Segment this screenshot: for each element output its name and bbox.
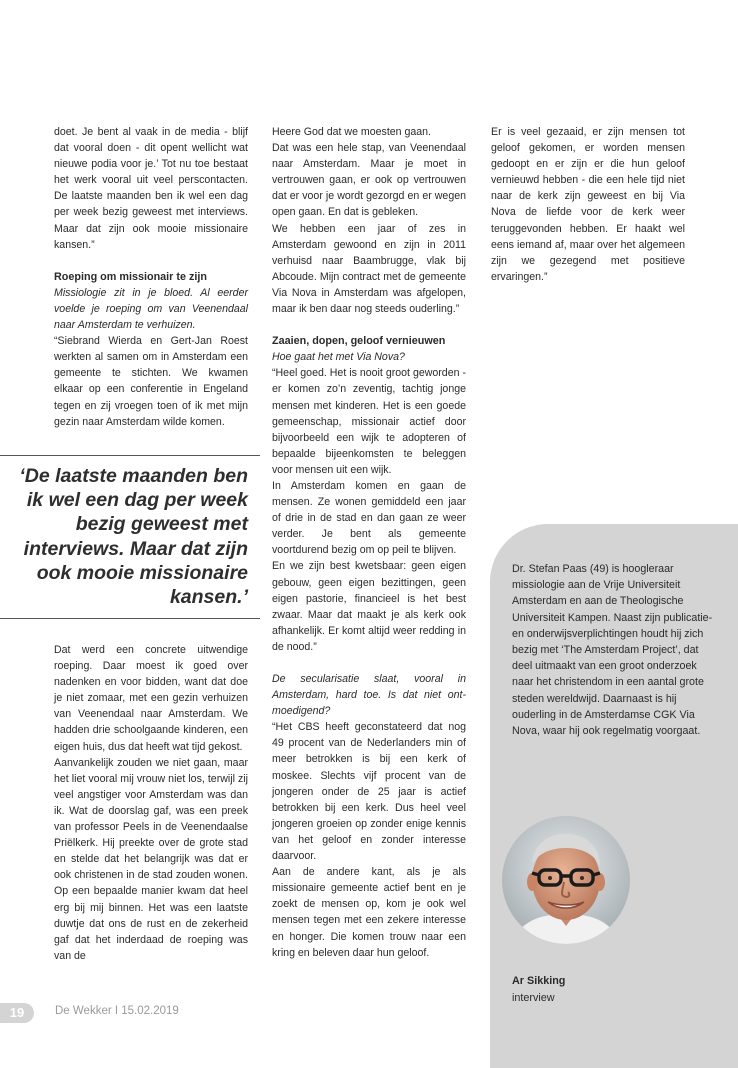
paragraph: “Siebrand Wierda en Gert-Jan Roest werkten al samen om in Amsterdam een gemeente te stichten. We kwamen elkaar op een conferentie in Engeland tegen en zij vroegen toen of ik met mijn gezin naar Amsterdam wilde komen. — [54, 335, 248, 428]
paragraph: Dat werd een concrete uitwendige roeping. Daar moest ik goed over nadenken en voor bidden, want dat doe je niet zomaar, met een gezin verhuizen van Veenendaal naar Amsterdam. We hadden drie schoolgaande kinderen, een eigen huis, dus dat heeft wat tijd gekost. — [54, 644, 248, 753]
portrait-photo — [502, 816, 630, 944]
paragraph: We hebben een jaar of zes in Amsterdam gewoond en zijn in 2011 verhuisd naar Baambrugge, vlak bij Abcoude. Mijn contract met de gemeente Via Nova in Amsterdam was afgelopen, maar ik ben daar nog steeds ouderling.” — [272, 222, 466, 316]
author-credit — [512, 973, 565, 1007]
article-column-3 — [491, 124, 685, 285]
author-name: Ar Sikking — [512, 975, 566, 987]
pullquote-bottom-rule — [0, 618, 260, 619]
section-heading: Roeping om missionair te zijn — [54, 270, 207, 283]
article-column-1-bottom — [54, 642, 248, 964]
paragraph: In Amsterdam komen en gaan de mensen. Ze wonen gemiddeld een jaar of drie in de stad en dan gaan ze weer verder. Je bent als gemeente voortdurend bezig om op peil te blijven. — [272, 479, 466, 557]
author-role: interview — [512, 992, 555, 1004]
publication-info: De Wekker I 15.02.2019 — [55, 1005, 179, 1017]
paragraph: Aanvankelijk zouden we niet gaan, maar het liet vooral mij vrouw niet los, terwijl zij veel angstiger voor Amsterdam was dan ik. Wat de doorslag gaf, was een preek van professor Peels in de Veenendaalse Priëlkerk. Hij preekte over de grote stad en stelde dat het belangrijk was dat er ook christenen in de stad zouden wonen. Op een bepaalde manier kwam dat heel erg bij mij binnen. Het was een laatste duwtje dat ons de rust en de zekerheid gaf dat het inderdaad de roeping was van de — [54, 756, 248, 962]
interview-question: Hoe gaat het met Via Nova? — [272, 351, 405, 364]
paragraph: “Het CBS heeft geconstateerd dat nog 49 procent van de Nederlanders min of meer betrokken is bij een kerk of moskee. Slechts vijf procent van de jongeren onder de 25 jaar is actief betrokken bij een kerk. Dus heel veel jongeren groeien op zonder enige kennis van het geloof en zonder interesse daarvoor. — [272, 721, 466, 863]
paragraph: “Heel goed. Het is nooit groot geworden - er komen zo’n zeventig, tachtig jonge mensen met kinderen. Het is een goede gemeenschap, missionair actief door bijvoorbeeld een wijk te adopteren of bepaalde bijeenkomsten te beleggen voor mensen uit een wijk. — [272, 367, 466, 476]
article-column-1-top — [54, 124, 248, 430]
article-column-2 — [272, 124, 466, 961]
portrait-illustration — [502, 816, 630, 944]
pull-quote: ‘De laatste maanden ben ik wel een dag per week bezig geweest met interviews. Maar dat zijn ook mooie missionaire kansen.’ — [19, 465, 248, 609]
paragraph: Dat was een hele stap, van Veenendaal naar Amsterdam. Maar je moet in vertrouwen gaan, er ook op vertrouwen dat er voor je wordt gezorgd en er wegen open gaan. En dat is gebleken. — [272, 142, 466, 219]
paragraph: En we zijn best kwetsbaar: geen eigen gebouw, geen eigen bezittingen, geen eigen pastorie, financieel is het best zwaar. Maar dat maakt je als kerk ook afhankelijk. Er komt altijd weer redding in de nood.” — [272, 560, 466, 653]
pullquote-top-rule — [0, 455, 260, 456]
bio-text: Dr. Stefan Paas (49) is hoogleraar missiologie aan de Vrije Universiteit Amsterdam en aan de Theologische Universiteit Kampen. Naast zijn publicatie- en onderwijsverplichtingen houdt hij zich bezig met ‘The Amsterdam Project’, dat deel uitmaakt van een groot onderzoek naar het christendom in een aantal grote steden wereldwijd. Daarnaast is hij ouderling in de Amsterdamse CGK Via Nova, waar hij ook regelmatig voorgaat. — [512, 563, 713, 738]
paragraph: Aan de andere kant, als je als missionaire gemeente actief bent en je zoekt de mensen op, kom je ook wel mensen tegen met een zekere interesse en honger. Die komen trouw naar een kring en beleven daar hun geloof. — [272, 866, 466, 959]
paragraph: Heere God dat we moesten gaan. — [272, 126, 432, 138]
paragraph: doet. Je bent al vaak in de media - blijf dat vooral doen - dit opent wellicht wat nieuwe podia voor je.’ Tot nu toe bestaat het werk vooral uit veel perscontacten. De laatste maanden ben ik wel een dag per week bezig geweest met interviews. Maar dat zijn ook mooie missionaire kansen.” — [54, 126, 248, 251]
bio-panel — [490, 524, 738, 1068]
section-heading: Zaaien, dopen, geloof vernieuwen — [272, 335, 446, 348]
interview-question: De secularisatie slaat, vooral in Amsterdam, hard toe. Is dat niet ont-moedigend? — [272, 673, 466, 718]
page-number: 19 — [0, 1003, 34, 1023]
interview-question: Missiologie zit in je bloed. Al eerder voelde je roeping om van Veenendaal naar Amsterdam te verhuizen. — [54, 286, 248, 332]
paragraph: Er is veel gezaaid, er zijn mensen tot geloof gekomen, er worden mensen gedoopt en er zijn er die hun geloof vernieuwd hebben - die een hele tijd niet naar de kerk zijn geweest en bij Via Nova de liefde voor de kerk weer teruggevonden hebben. Er haakt wel eens iemand af, maar over het algemeen zijn we gezegend met positieve ervaringen.” — [491, 126, 685, 283]
